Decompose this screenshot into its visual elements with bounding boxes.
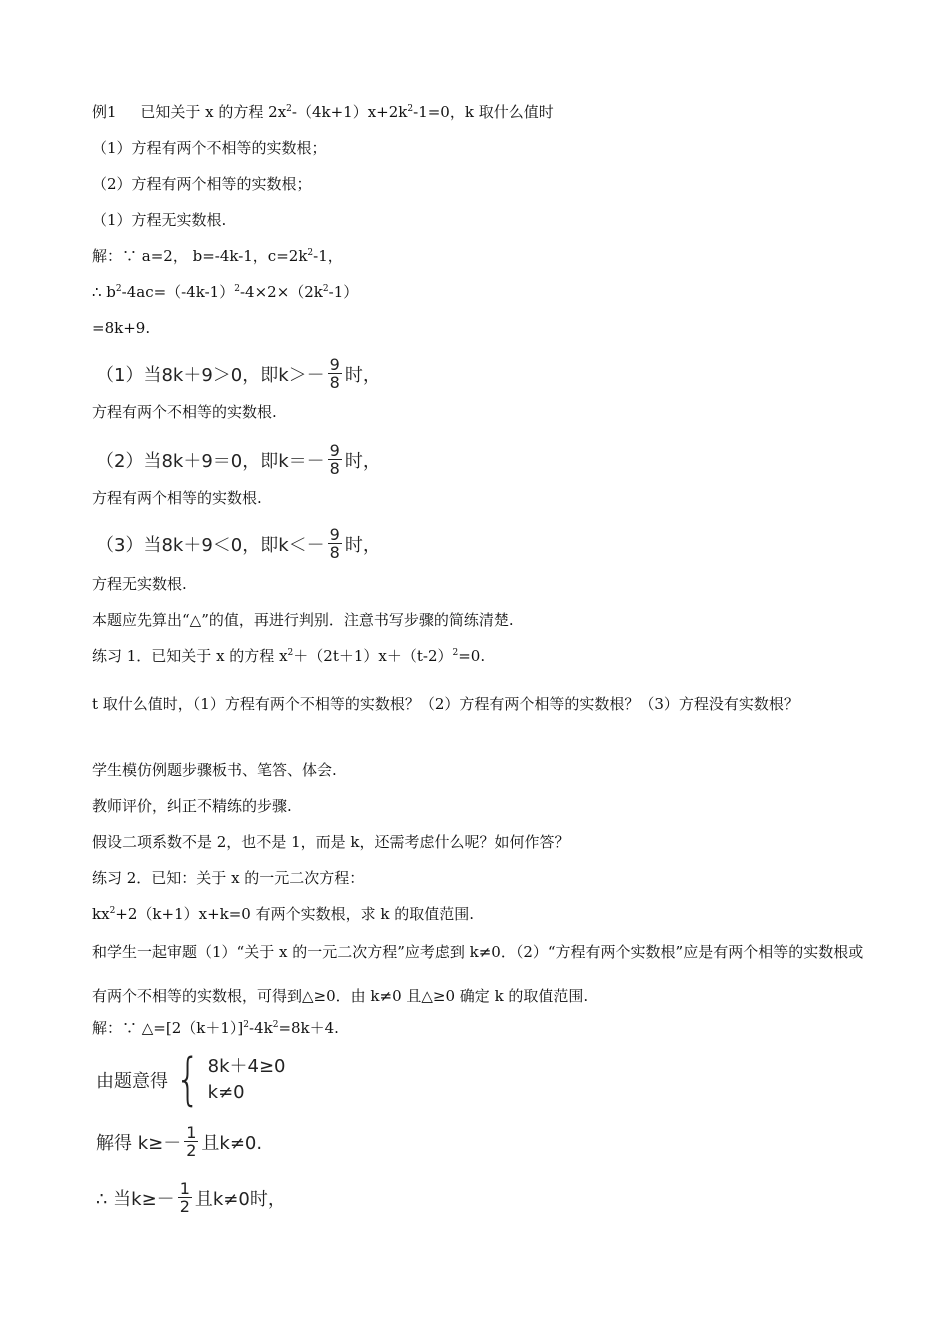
example-text-1: 已知关于 x 的方程 2x [140, 103, 287, 121]
practice-1-title [92, 646, 485, 666]
sol-exp-1: 2 [307, 248, 314, 258]
case-3-result: 方程无实数根. [92, 575, 187, 593]
practice-2-text-a: kx [92, 905, 110, 923]
fraction [328, 526, 342, 561]
sol-exp-2c: 2 [322, 284, 329, 294]
fraction-numerator: 1 [186, 1123, 197, 1142]
result-equation [96, 1124, 262, 1159]
sol-exp-2b: 2 [234, 284, 240, 294]
exp-2: 2 [407, 104, 414, 114]
case-2-result: 方程有两个相等的实数根. [92, 489, 262, 507]
practice-2-text-b: +2（k+1）x+k=0 有两个实数根，求 k 的取值范围. [115, 905, 475, 923]
solution-line-3: =8k+9. [92, 319, 151, 337]
question-1: （1）方程有两个不相等的实数根； [92, 139, 327, 157]
practice-1-text-b: ＋（2t＋1）x＋（t-2） [293, 647, 453, 665]
sol-text-2b: -4ac=（-4k-1） [121, 283, 235, 301]
sol-text-2a: ∴ b [92, 283, 116, 301]
question-3: （1）方程无实数根. [92, 211, 227, 229]
practice-2-sol-a: 解：∵ △=[2（k＋1）] [92, 1019, 244, 1037]
question-2: （2）方程有两个相等的实数根； [92, 175, 312, 193]
practice-2-sol-c: =8k＋4. [278, 1019, 339, 1037]
practice-1-exp: 2 [287, 648, 294, 658]
fraction-numerator: 1 [179, 1179, 190, 1198]
sol-exp-2a: 2 [115, 284, 122, 294]
practice-2-sol-b: -4k [249, 1019, 273, 1037]
solution-line-2 [92, 282, 358, 302]
fraction-numerator: 9 [329, 525, 340, 544]
case-3-tail: 时， [344, 534, 381, 556]
fraction-denominator: 2 [179, 1197, 190, 1216]
fraction [328, 356, 342, 391]
case-3-text: （3）当8k＋9＜0，即k＜－ [96, 534, 325, 556]
final-tail: 且k≠0时， [194, 1188, 286, 1210]
practice-1-question: t 取什么值时，（1）方程有两个不相等的实数根？（2）方程有两个相等的实数根？（3）方程没有实数根？ [92, 695, 799, 713]
result-tail: 且k≠0. [201, 1132, 263, 1154]
equation-system [96, 1047, 286, 1112]
system-row-1: 8k＋4≥0 [207, 1056, 286, 1077]
final-equation [96, 1180, 286, 1215]
system-rows [208, 1054, 286, 1106]
case-1-text: （1）当8k＋9＞0，即k＞－ [96, 364, 325, 386]
practice-1-note-1: 学生模仿例题步骤板书、笔答、体会. [92, 761, 337, 779]
practice-1-text-c: =0. [458, 647, 486, 665]
example-text-2: -（4k+1）x+2k [291, 103, 408, 121]
practice-2-exp: 2 [109, 906, 116, 916]
case-3-equation [96, 526, 381, 561]
fraction-numerator: 9 [329, 355, 340, 374]
sol-text-1b: -1， [313, 247, 343, 265]
practice-2-solution [92, 1018, 339, 1038]
system-label: 由题意得 [96, 1071, 168, 1092]
sol-text-2d: -1） [328, 283, 359, 301]
sol-text-1: 解：∵ a=2， b=-4k-1，c=2k [92, 247, 308, 265]
practice-1-note-2: 教师评价，纠正不精练的步骤. [92, 797, 292, 815]
sol-text-2c: -4×2×（2k [239, 283, 323, 301]
fraction-denominator: 8 [329, 459, 340, 478]
left-brace: { [175, 1047, 201, 1112]
practice-1-exp-2: 2 [452, 648, 459, 658]
final-text: ∴ 当k≥－ [96, 1188, 175, 1210]
example-text-3: -1=0，k 取什么值时 [413, 103, 554, 121]
example-note: 本题应先算出“△”的值，再进行判别．注意书写步骤的简练清楚. [92, 611, 514, 629]
fraction [328, 442, 342, 477]
fraction-denominator: 8 [329, 543, 340, 562]
case-1-tail: 时， [344, 364, 381, 386]
result-text: 解得 k≥－ [96, 1132, 182, 1154]
case-2-text: （2）当8k＋9＝0，即k＝－ [96, 450, 325, 472]
practice-2-sol-exp-2: 2 [272, 1020, 279, 1030]
case-1-equation [96, 356, 381, 391]
case-1-result: 方程有两个不相等的实数根. [92, 403, 277, 421]
practice-2-title: 练习 2．已知：关于 x 的一元二次方程： [92, 869, 365, 887]
exp-1: 2 [286, 104, 292, 114]
fraction [178, 1180, 192, 1215]
fraction [184, 1124, 198, 1159]
fraction-denominator: 8 [329, 373, 340, 392]
practice-2-sol-exp: 2 [243, 1020, 249, 1030]
system-wrapper [96, 1047, 286, 1112]
practice-1-note-3: 假设二项系数不是 2，也不是 1，而是 k，还需考虑什么呢？如何作答？ [92, 833, 570, 851]
fraction-numerator: 9 [329, 441, 340, 460]
example-label: 例1 [92, 103, 117, 121]
practice-2-equation [92, 904, 474, 924]
solution-line-1 [92, 246, 343, 266]
case-2-equation [96, 442, 381, 477]
practice-1-text-a: 练习 1．已知关于 x 的方程 x [92, 647, 288, 665]
practice-2-analysis: 和学生一起审题（1）“关于 x 的一元二次方程”应考虑到 k≠0．（2）“方程有两个实数根”应是有两个相等的实数根或有两个不相等的实数根，可得到△≥0．由 k≠0 且△≥0 确定 k 的取值范围. [92, 943, 864, 1005]
case-2-tail: 时， [344, 450, 381, 472]
fraction-denominator: 2 [186, 1141, 197, 1160]
example-title [92, 102, 554, 122]
system-row-2: k≠0 [207, 1082, 245, 1103]
